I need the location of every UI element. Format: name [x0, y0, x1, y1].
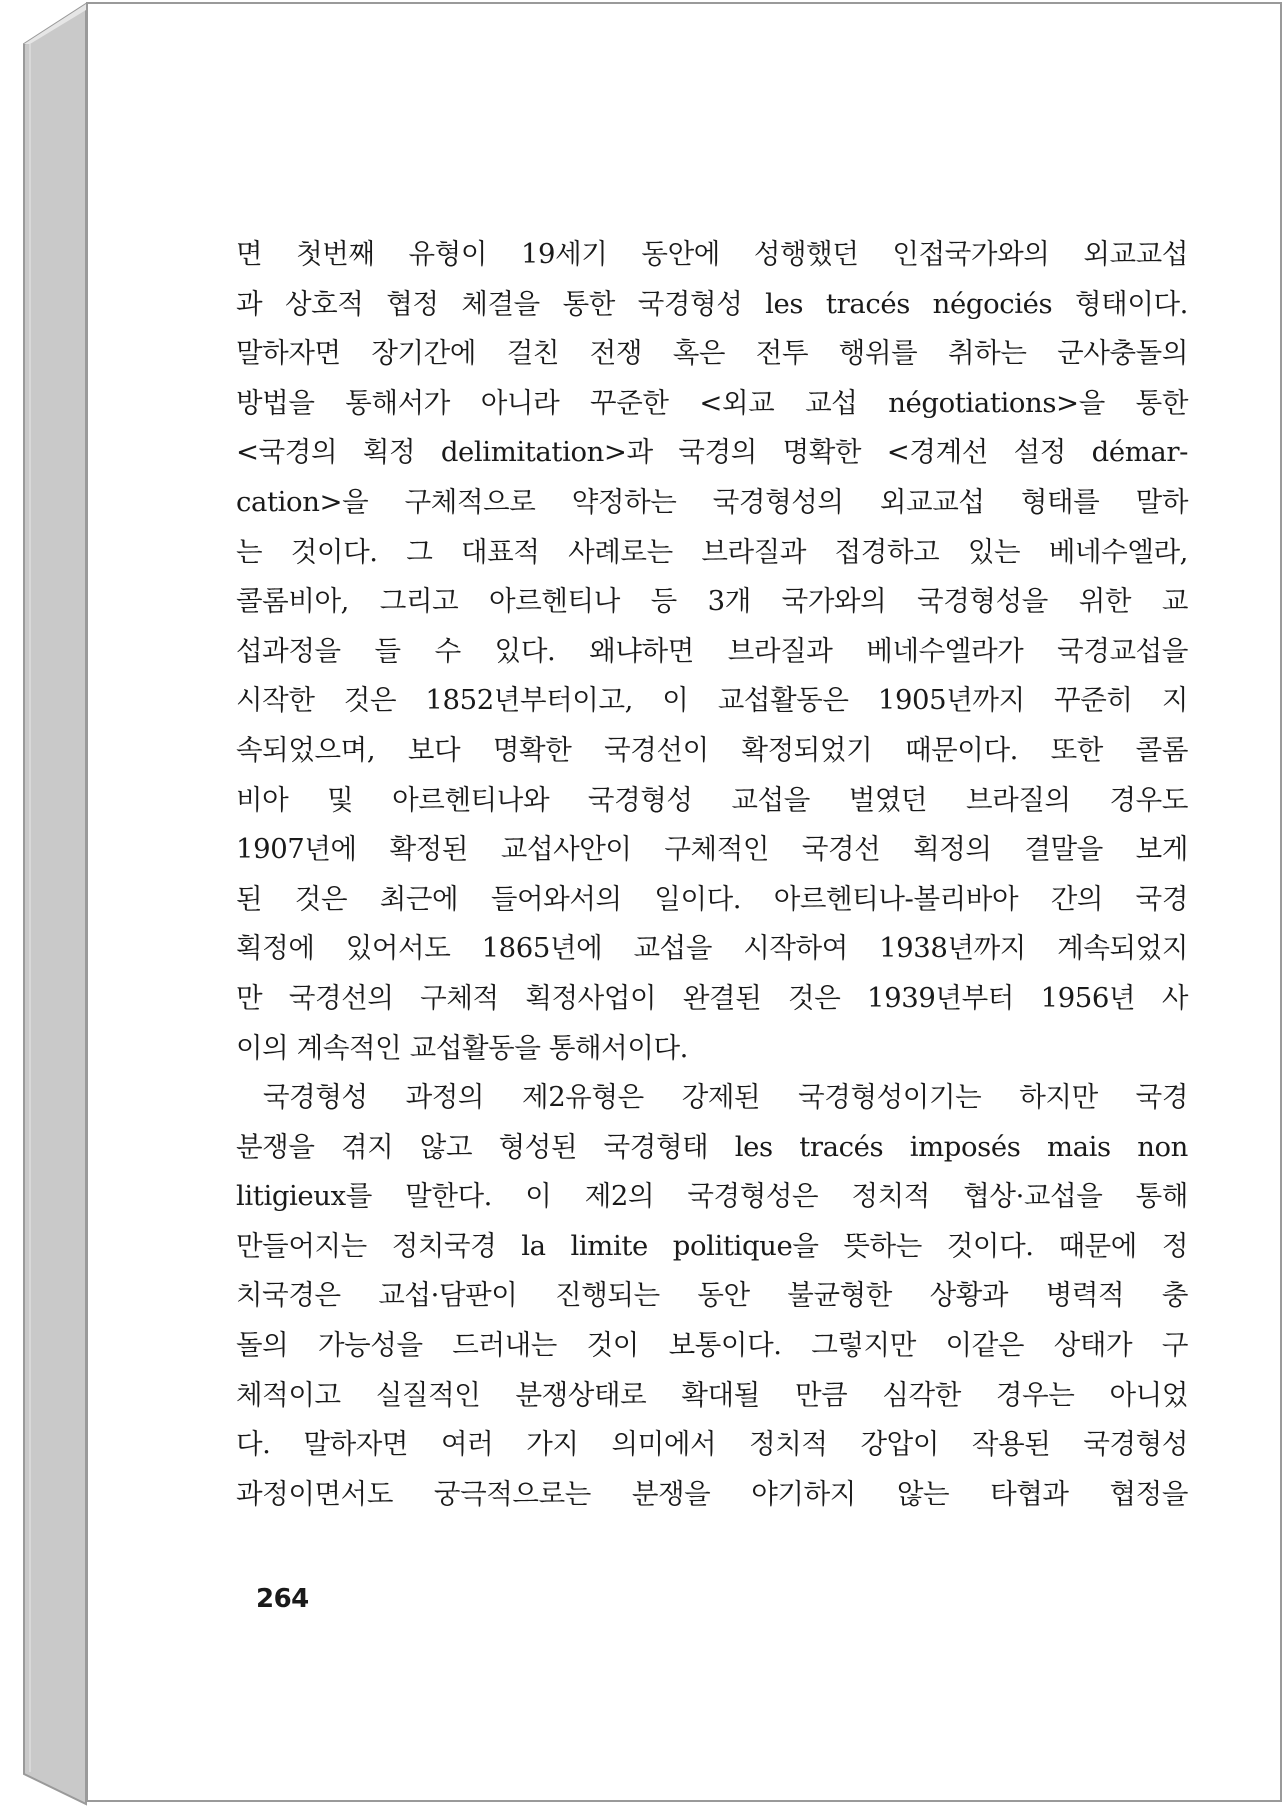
text-line: 방법을 통해서가 아니라 꾸준한 <외교 교섭 négotiations>을 통한 [236, 386, 1188, 419]
text-line: 체적이고 실질적인 분쟁상태로 확대될 만큼 심각한 경우는 아니었 [236, 1378, 1188, 1411]
text-line: 과정이면서도 궁극적으로는 분쟁을 야기하지 않는 타협과 협정을 [236, 1477, 1188, 1510]
text-line: 치국경은 교섭·담판이 진행되는 동안 불균형한 상황과 병력적 충 [236, 1279, 1188, 1312]
text-line: 국경형성 과정의 제2유형은 강제된 국경형성이기는 하지만 국경 [263, 1081, 1188, 1114]
text-line: 는 것이다. 그 대표적 사례로는 브라질과 접경하고 있는 베네수엘라, [236, 535, 1188, 568]
text-line: 시작한 것은 1852년부터이고, 이 교섭활동은 1905년까지 꾸준히 지 [236, 684, 1188, 717]
text-line: 다. 말하자면 여러 가지 의미에서 정치적 강압이 작용된 국경형성 [236, 1428, 1188, 1461]
text-line: 분쟁을 겪지 않고 형성된 국경형태 les tracés imposés mais non [236, 1130, 1188, 1163]
book-page [86, 2, 1282, 1802]
text-line: cation>을 구체적으로 약정하는 국경형성의 외교교섭 형태를 말하 [236, 485, 1188, 518]
text-line: 1907년에 확정된 교섭사안이 구체적인 국경선 획정의 결말을 보게 [236, 833, 1188, 866]
text-line: 비아 및 아르헨티나와 국경형성 교섭을 벌였던 브라질의 경우도 [236, 783, 1188, 816]
text-line: 말하자면 장기간에 걸친 전쟁 혹은 전투 행위를 취하는 군사충돌의 [236, 337, 1188, 370]
text-line: 획정에 있어서도 1865년에 교섭을 시작하여 1938년까지 계속되었지 [236, 932, 1188, 965]
text-line: <국경의 획정 delimitation>과 국경의 명확한 <경계선 설정 démar- [236, 436, 1188, 469]
text-line: 만들어지는 정치국경 la limite politique을 뜻하는 것이다. 때문에 정 [236, 1229, 1188, 1262]
text-line: 속되었으며, 보다 명확한 국경선이 확정되었기 때문이다. 또한 콜롬 [236, 733, 1188, 766]
text-line: 콜롬비아, 그리고 아르헨티나 등 3개 국가와의 국경형성을 위한 교 [236, 585, 1188, 618]
text-line: 만 국경선의 구체적 획정사업이 완결된 것은 1939년부터 1956년 사 [236, 981, 1188, 1014]
text-line: 섭과정을 들 수 있다. 왜냐하면 브라질과 베네수엘라가 국경교섭을 [236, 634, 1188, 667]
page-number: 264 [256, 1584, 309, 1614]
text-line: 돌의 가능성을 드러내는 것이 보통이다. 그렇지만 이같은 상태가 구 [236, 1329, 1188, 1362]
text-line: 면 첫번째 유형이 19세기 동안에 성행했던 인접국가와의 외교교섭 [236, 238, 1188, 270]
text-line: 이의 계속적인 교섭활동을 통해서이다. [236, 1031, 689, 1064]
text-line: litigieux를 말한다. 이 제2의 국경형성은 정치적 협상·교섭을 통해 [236, 1180, 1188, 1213]
body-text [236, 230, 1188, 1519]
text-line: 된 것은 최근에 들어와서의 일이다. 아르헨티나-볼리바아 간의 국경 [236, 882, 1188, 915]
text-line: 과 상호적 협정 체결을 통한 국경형성 les tracés négociés 형태이다. [236, 287, 1188, 320]
